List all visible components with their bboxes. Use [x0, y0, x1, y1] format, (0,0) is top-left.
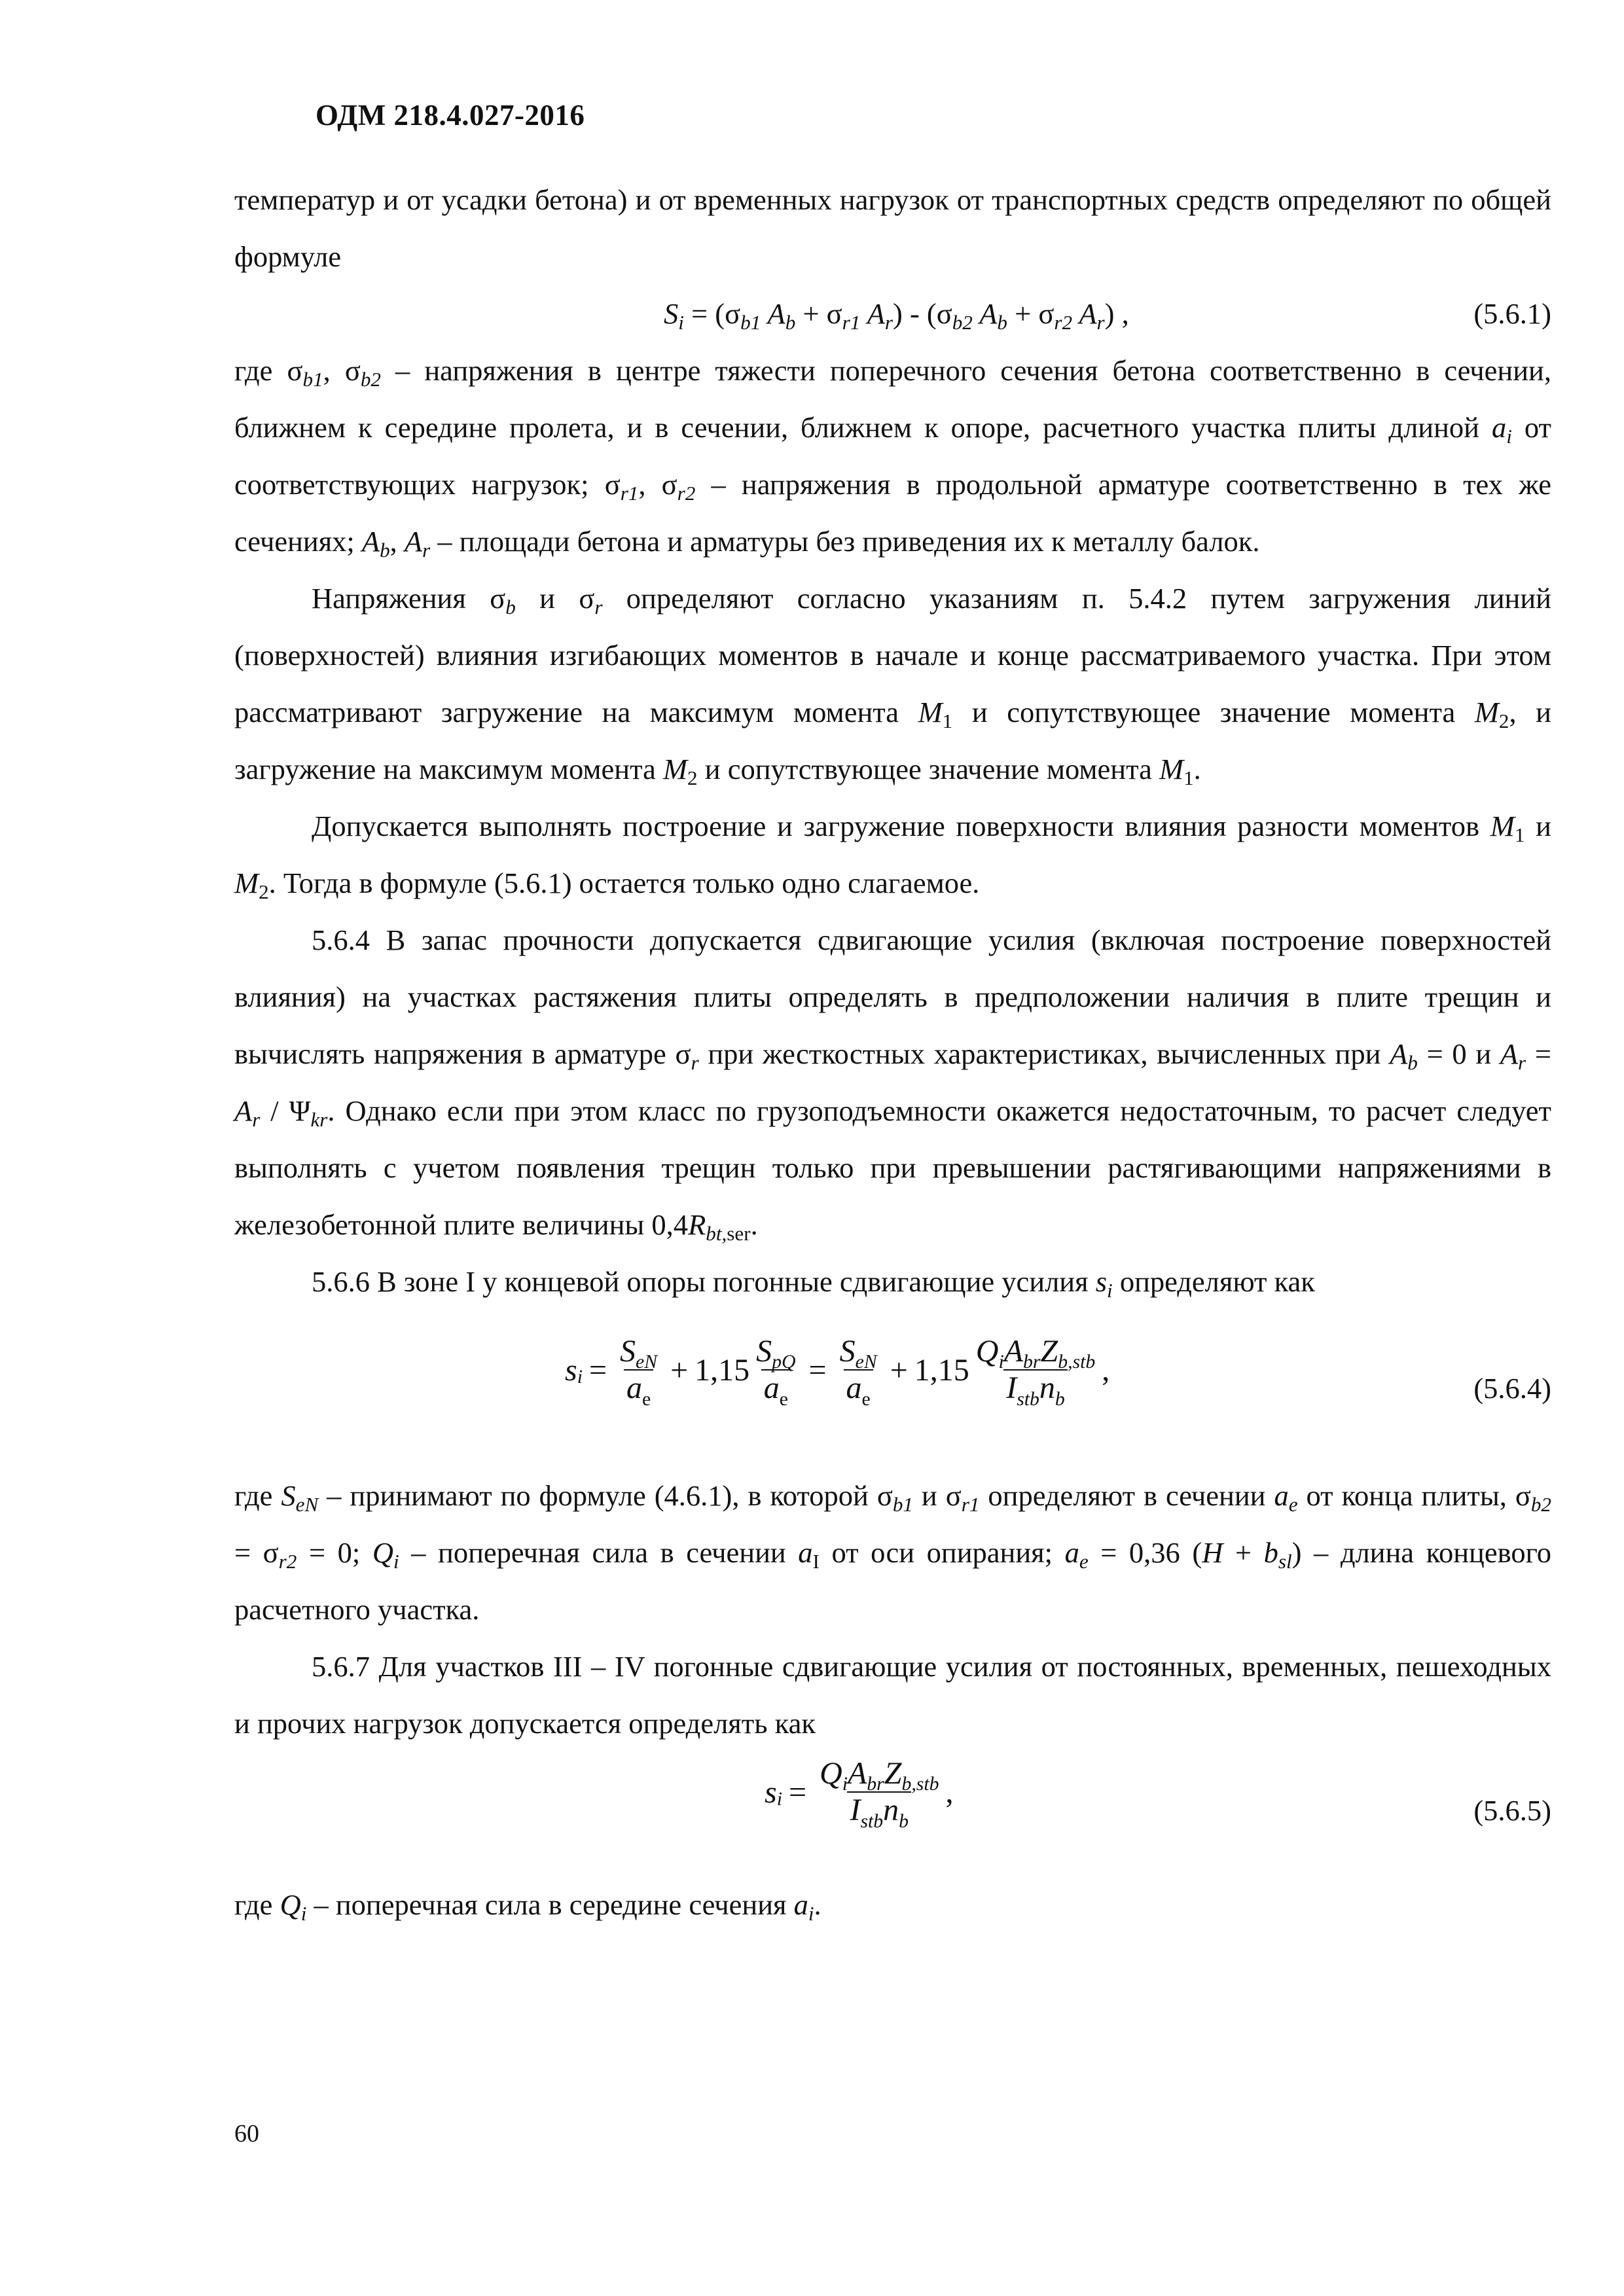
equation-5-6-4	[234, 1310, 1551, 1467]
paragraph-where-sigma: где $\sigma_{b1}$, $\sigma_{b2}$ – напряжения в центре тяжести поперечного сечения бетона соответственно в сечении, ближнем к середине пролета, и в сечении, ближнем к опоре, расчетного участка плиты длиной $a_i$ от соответствующих нагрузок; $\sigma_{r1}$, $\sigma_{r2}$ – напряжения в продольной арматуре соответственно в тех же сечениях; $A_b$, $A_r$ – площади бетона и арматуры без приведения их к металлу балок.	[234, 354, 1552, 562]
equation-5-6-4-formula: s i = $\frac{S_{eN}}{a_e}$ + 1,15 $\frac{S_{pQ}}{a_e}$ = $\frac{S_{eN}}{a_e}$ + 1,15 $\frac{Q_iA_{br}Z_{b,stb}}{I_{stb}n_b}$ ,	[565, 1334, 1110, 1410]
equation-number: (5.6.1)	[1473, 297, 1551, 330]
paragraph-5-6-6: 5.6.6 В зоне I у концевой опоры погонные сдвигающие усилия $s_i$ определяют как	[312, 1265, 1315, 1302]
equation-5-6-1	[234, 285, 1551, 342]
equation-number: (5.6.5)	[1473, 1794, 1551, 1827]
equation-5-6-5-formula: s i = $\frac{Q_iA_{br}Z_{b,stb}}{I_{stb}n_b}$ ,	[765, 1756, 954, 1832]
paragraph-where-SeN: где $S_{eN}$ – принимают по формуле (4.6.1), в которой $\sigma_{b1}$ и $\sigma_{r1}$ определяют в сечении $a_e$ от конца плиты, $\sigma_{b2} = \sigma_{r2} = 0$; $Q_i$ – поперечная сила в сечении $a_I$ от оси опирания; $a_e = 0,36$ $(H + b_{sl})$ – длина концевого расчетного участка.	[234, 1479, 1551, 1626]
paragraph-formula-intro: температур и от усадки бетона) и от временных нагрузок от транспортных средств определяют по общей формуле	[234, 183, 1551, 273]
paragraph-5-6-4: 5.6.4 В запас прочности допускается сдвигающие усилия (включая построение поверхностей влияния) на участках растяжения плиты определять в предположении наличия в плите трещин и вычислять напряжения в арматуре $\sigma_r$ при жесткостных характеристиках, вычисленных при $A_b = 0$ и $A_r = A_r / \Psi_{kr}$. Однако если при этом класс по грузоподъемности окажется недостаточным, то расчет следует выполнять с учетом появления трещин только при превышении растягивающими напряжениями в железобетонной плите величины $0,4R_{bt,ser}$.	[234, 924, 1551, 1246]
page-body	[234, 171, 1551, 1933]
equation-number: (5.6.4)	[1473, 1372, 1551, 1405]
document-code-header: ОДМ 218.4.027-2016	[316, 99, 585, 132]
equation-5-6-1-formula: $S_i = (\sigma_{b1}$ $A_b + \sigma_{r1}$ $A_r) - (\sigma_{b2}$ $A_b + \sigma_{r2}$ $A_r$) ,	[664, 297, 1129, 334]
paragraph-stresses: Напряжения $\sigma_b$ и $\sigma_r$ определяют согласно указаниям п. 5.4.2 путем загружения линий (поверхностей) влияния изгибающих моментов в начале и конце рассматриваемого участка. При этом рассматривают загружение на максимум момента $M_1$ и сопутствующее значение момента $M_2$, и загружение на максимум момента $M_2$ и сопутствующее значение момента $M_1$.	[234, 582, 1551, 790]
paragraph-5-6-7: 5.6.7 Для участков III – IV погонные сдвигающие усилия от постоянных, временных, пешеходных и прочих нагрузок допускается определять как	[234, 1650, 1551, 1740]
paragraph-allowed-difference: Допускается выполнять построение и загружение поверхности влияния разности моментов $M_1$ и $M_2$. Тогда в формуле (5.6.1) остается только одно слагаемое.	[234, 810, 1551, 904]
page-number: 60	[234, 2120, 259, 2147]
paragraph-where-Qi: где $Q_i$ – поперечная сила в середине сечения $a_i$.	[234, 1888, 821, 1926]
equation-5-6-5	[234, 1752, 1551, 1876]
